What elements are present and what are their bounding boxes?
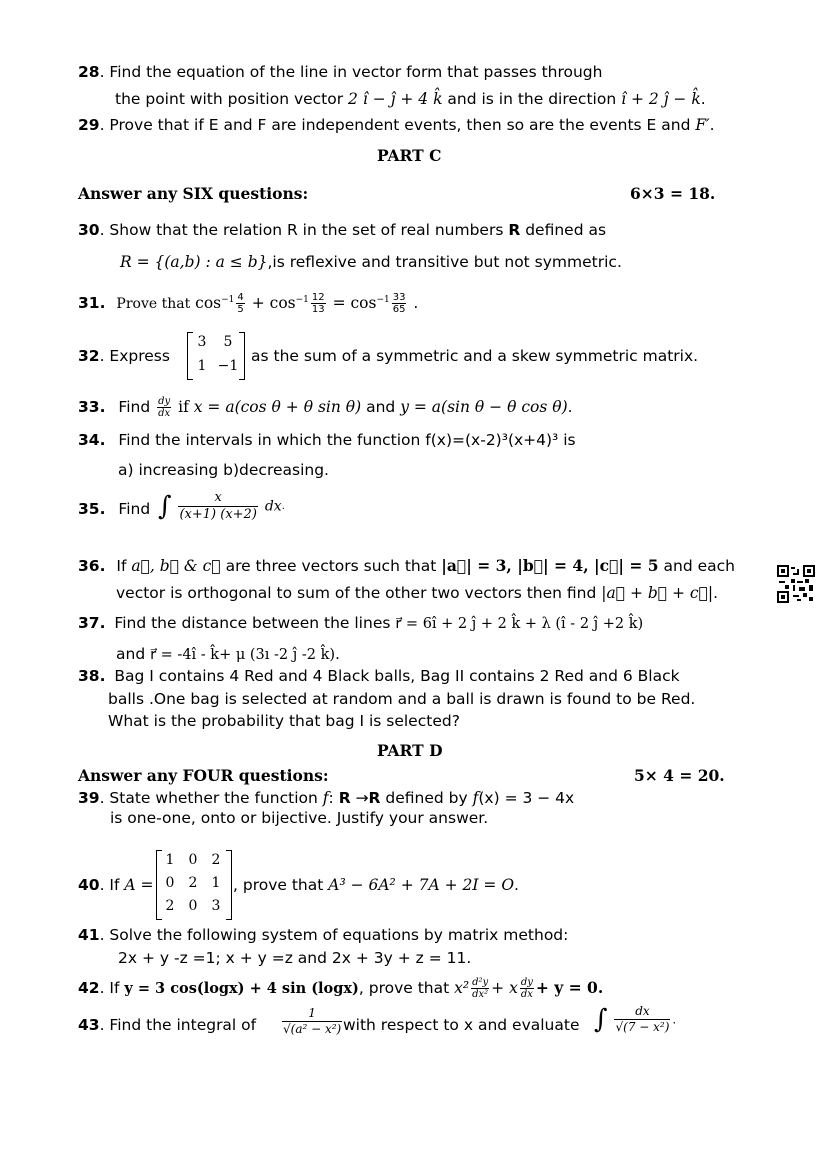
matrix-cell: 0 — [188, 852, 198, 868]
part-c-title: PART C — [377, 146, 442, 165]
question-41 — [78, 925, 568, 945]
y-equation: y = 3 cos(logx) + 4 sin (logx) — [124, 980, 359, 997]
derivative-fraction: $\frac{dy}{dx}$ — [158, 396, 171, 419]
first-derivative: $\frac{dy}{dx}$ — [520, 977, 533, 1000]
matrix-cell: 2 — [188, 875, 198, 891]
function-f: f — [322, 789, 329, 807]
function-f: f — [472, 789, 479, 807]
question-text: and is in the direction — [442, 90, 622, 108]
question-36 — [78, 556, 735, 576]
position-vector: 2 î − ĵ + 4 k̂ — [348, 90, 443, 108]
cos-inverse: $\cos^{-1}$ — [195, 294, 235, 313]
question-number: 35. — [78, 500, 106, 518]
question-text: . If — [99, 979, 125, 997]
question-text: are three vectors such that — [220, 557, 442, 575]
if-word: if — [178, 398, 189, 416]
question-text: . Find the integral of — [99, 1016, 257, 1034]
question-28-line-2 — [115, 89, 706, 109]
matrix-cell: 1 — [197, 358, 207, 374]
matrix-equation: A³ − 6A² + 7A + 2I = O — [328, 876, 515, 894]
question-text: . If — [99, 876, 125, 894]
question-text: Find — [118, 500, 151, 518]
question-43 — [78, 1015, 256, 1035]
cos-inverse: + $\cos^{-1}$ — [251, 294, 309, 313]
period: . — [700, 90, 706, 108]
question-43-text: with respect to x and evaluate — [343, 1016, 580, 1034]
fraction-12-13: $\frac{12}{13}$ — [311, 292, 325, 316]
domain-R: R — [338, 789, 351, 807]
matrix-cell: 5 — [223, 334, 233, 350]
question-37-line-2 — [116, 644, 340, 665]
question-29 — [78, 115, 715, 135]
question-number: 34. — [78, 431, 106, 449]
integrand-fraction: $\frac{x}{(x+1) (x+2)}$ — [179, 490, 257, 522]
question-41-equations: 2x + y -z =1; x + y =z and 2x + 3y + z = 11. — [118, 949, 472, 967]
question-42 — [78, 977, 603, 1000]
question-number: 31. — [78, 294, 106, 313]
question-text: and each — [658, 557, 735, 575]
plus-x: + x — [491, 979, 518, 997]
question-35 — [78, 499, 150, 519]
question-number: 39 — [78, 789, 100, 807]
vector-magnitudes: |a⃗| = 3, |b⃗| = 4, |c⃗| = 5 — [441, 556, 659, 575]
part-c-marks: 6×3 = 18. — [630, 184, 716, 203]
part-d-instruction: Answer any FOUR questions: — [78, 766, 329, 785]
arrow: → — [350, 789, 369, 807]
question-34 — [78, 430, 576, 450]
integrand-fraction: $\frac{dx}{\text{√(7 − x²)}}$ — [615, 1004, 670, 1034]
matrix-cell: 3 — [197, 334, 207, 350]
question-text: defined by — [380, 789, 473, 807]
question-38-line-2: balls .One bag is selected at random and a ball is drawn is found to be Red. — [108, 690, 696, 708]
question-text: vector is orthogonal to sum of the other two vectors then find — [116, 584, 602, 602]
question-text: , prove that — [358, 979, 455, 997]
fraction-4-5: $\frac{4}{5}$ — [237, 292, 244, 316]
question-34-options: a) increasing b)decreasing. — [118, 461, 329, 479]
part-d-marks: 5× 4 = 20. — [634, 766, 725, 785]
integral-43 — [594, 1004, 676, 1035]
integral-sign: ∫ — [594, 1004, 608, 1035]
matrix-A-label: A = — [124, 876, 154, 894]
question-33 — [78, 396, 573, 419]
relation-definition: R = {(a,b) : a ≤ b} — [120, 253, 268, 271]
period: . — [672, 1012, 677, 1027]
question-text: . Express — [99, 347, 170, 365]
line-2-equation: r⃗ = -4î - k̂+ μ (3ı -2 ĵ -2 k̂) — [150, 647, 336, 663]
question-39 — [78, 788, 574, 808]
question-40-text — [233, 875, 519, 895]
matrix-cell: −1 — [217, 358, 239, 374]
matrix-cell: 0 — [165, 875, 175, 891]
reciprocal-sqrt-fraction: $\frac{1}{\text{√(a² − x²)}}$ — [283, 1006, 342, 1036]
period: . — [567, 398, 573, 416]
question-number: 41 — [78, 926, 100, 944]
direction-vector: î + 2 ĵ − k̂ — [621, 90, 701, 108]
vector-sum: |a⃗ + b⃗ + c⃗| — [601, 584, 714, 602]
matrix-cell: 3 — [211, 898, 221, 914]
question-39-line-2: is one-one, onto or bijective. Justify your answer. — [110, 809, 489, 827]
complement-event: F′ — [695, 116, 710, 134]
integral-sign: ∫ — [158, 491, 172, 522]
question-text: Find the distance between the lines — [114, 614, 396, 632]
equation-end: + y = 0. — [535, 978, 604, 997]
matrix-cell: 2 — [211, 852, 221, 868]
question-32-text: as the sum of a symmetric and a skew symmetric matrix. — [251, 347, 699, 365]
question-30 — [78, 220, 606, 240]
question-number: 28 — [78, 63, 100, 81]
codomain-R: R — [368, 789, 381, 807]
line-1-equation: r⃗ = 6î + 2 ĵ + 2 k̂ + λ (î - 2 ĵ +2 k̂) — [395, 616, 644, 632]
question-text: Bag I contains 4 Red and 4 Black balls, Bag II contains 2 Red and 6 Black — [114, 667, 680, 685]
question-36-line-2 — [116, 583, 718, 603]
matrix-cell: 1 — [211, 875, 221, 891]
question-text: . Show that the relation R in the set of real numbers — [99, 221, 509, 239]
question-31 — [78, 290, 418, 315]
question-number: 43 — [78, 1016, 100, 1034]
y-equation: y = a(sin θ − θ cos θ) — [400, 398, 568, 416]
question-number: 30 — [78, 221, 100, 239]
question-text: . Solve the following system of equations by matrix method: — [99, 926, 569, 944]
question-text: If — [116, 557, 132, 575]
question-number: 29 — [78, 116, 100, 134]
period: . — [281, 501, 285, 512]
part-c-instruction: Answer any SIX questions: — [78, 184, 309, 203]
question-number: 33. — [78, 398, 106, 416]
question-number: 42 — [78, 979, 100, 997]
and-word: and — [366, 398, 396, 416]
question-number: 36. — [78, 557, 106, 575]
question-text: . State whether the function — [99, 789, 323, 807]
question-text: Find — [118, 398, 151, 416]
qr-code-icon — [777, 565, 815, 603]
question-text: ,is reflexive and transitive but not symmetric. — [267, 253, 622, 271]
question-text: Find the intervals in which the function f(x)=(x-2)³(x+4)³ is — [118, 431, 576, 449]
second-derivative: $\frac{\text{d²y}}{\text{dx²}}$ — [472, 977, 489, 1000]
part-d-title: PART D — [377, 741, 443, 760]
question-text: the point with position vector — [115, 90, 349, 108]
integral-expression — [158, 490, 285, 523]
matrix-cell: 0 — [188, 898, 198, 914]
question-38-line-3: What is the probability that bag I is selected? — [108, 712, 460, 730]
vectors: a⃗, b⃗ & c⃗ — [131, 557, 221, 575]
question-40 — [78, 875, 154, 895]
period: . — [514, 876, 519, 894]
question-number: 40 — [78, 876, 100, 894]
function-definition: (x) = 3 − 4x — [478, 789, 575, 807]
question-text: Prove that — [116, 296, 191, 313]
question-text: , prove that — [233, 876, 329, 894]
period: . — [713, 584, 719, 602]
question-text: defined as — [520, 221, 607, 239]
matrix-cell: 1 — [165, 852, 175, 868]
question-30-line-2 — [120, 252, 622, 272]
period: . — [413, 294, 419, 313]
question-number: 38. — [78, 667, 106, 685]
question-text: . Find the equation of the line in vector form that passes through — [99, 63, 603, 81]
question-38 — [78, 666, 680, 686]
question-text: and — [116, 645, 151, 663]
x-equation: x = a(cos θ + θ sin θ) — [193, 398, 362, 416]
dx: dx — [264, 498, 282, 515]
integrand-43 — [280, 1006, 344, 1037]
question-text: . Prove that if E and F are independent events, then so are the events E and — [99, 116, 696, 134]
period: . — [335, 645, 340, 663]
question-number: 37. — [78, 614, 106, 632]
x-squared: x² — [454, 979, 470, 997]
fraction-33-65: $\frac{33}{65}$ — [392, 292, 406, 316]
colon: : — [328, 789, 339, 807]
real-numbers-symbol: R — [508, 221, 521, 239]
matrix-3x3 — [156, 850, 232, 920]
cos-inverse: = $\cos^{-1}$ — [332, 294, 390, 313]
period: . — [709, 116, 715, 134]
question-28 — [78, 62, 602, 82]
question-37 — [78, 613, 643, 634]
question-32 — [78, 346, 170, 366]
matrix-cell: 2 — [165, 898, 175, 914]
matrix-2x2 — [187, 332, 245, 380]
question-number: 32 — [78, 347, 100, 365]
